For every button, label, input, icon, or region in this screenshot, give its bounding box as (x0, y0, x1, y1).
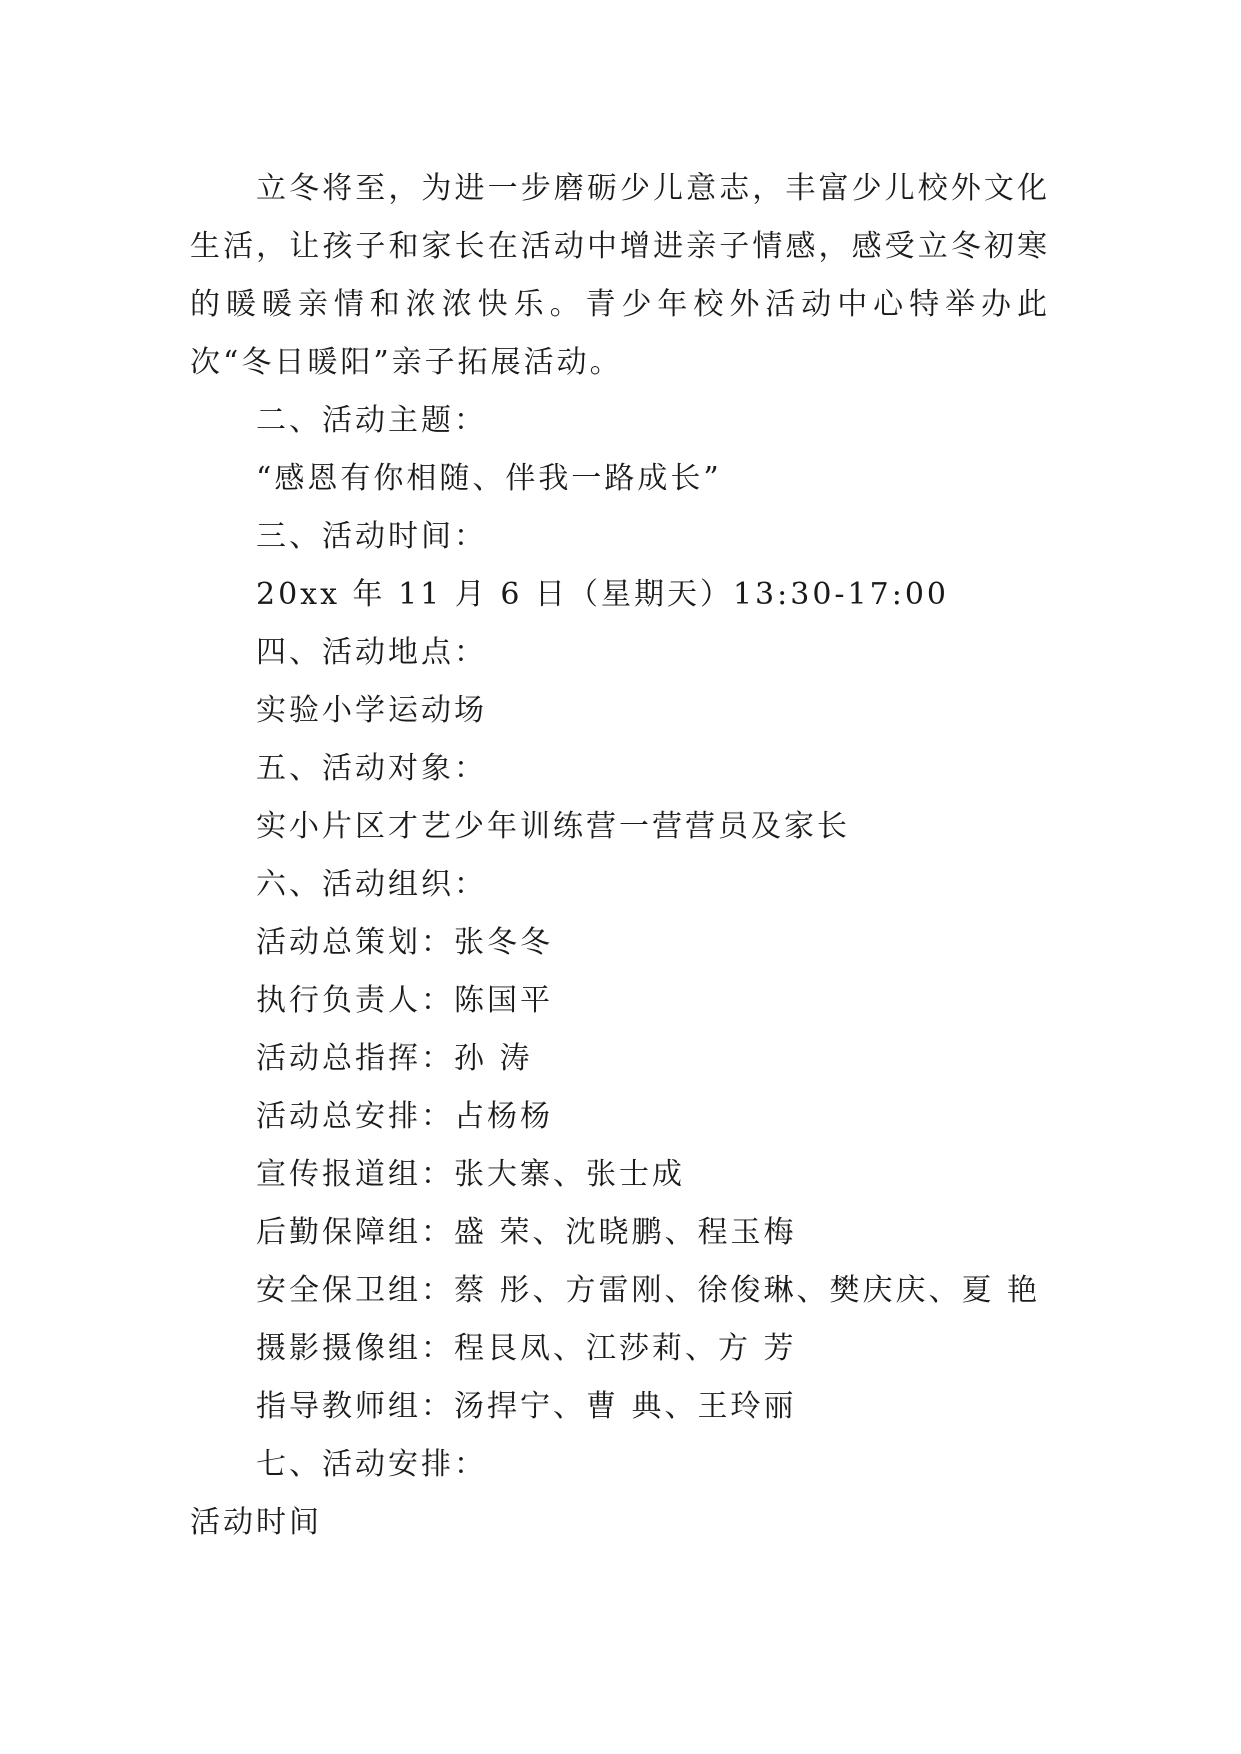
place-value: 实验小学运动场 (256, 693, 487, 728)
place-heading: 四、活动地点： (256, 635, 487, 670)
schedule-subheading: 活动时间 (190, 1505, 322, 1540)
org-line-teachers: 指导教师组：汤捍宁、曹 典、王玲丽 (256, 1389, 797, 1424)
time-heading: 三、活动时间： (256, 519, 487, 554)
target-value: 实小片区才艺少年训练营一营营员及家长 (256, 809, 850, 844)
schedule-heading: 七、活动安排： (256, 1447, 487, 1482)
theme-heading: 二、活动主题： (256, 403, 487, 438)
document-body (190, 160, 1050, 1552)
org-line-commander: 活动总指挥：孙 涛 (256, 1041, 533, 1076)
org-line-publicity: 宣传报道组：张大寨、张士成 (256, 1157, 685, 1192)
target-heading: 五、活动对象： (256, 751, 487, 786)
org-line-security: 安全保卫组：蔡 彤、方雷刚、徐俊琳、樊庆庆、夏 艳 (256, 1273, 1041, 1308)
org-line-planner: 活动总策划：张冬冬 (256, 925, 553, 960)
time-value: 20xx 年 11 月 6 日（星期天）13:30-17:00 (256, 577, 949, 612)
theme-value: “感恩有你相随、伴我一路成长” (256, 461, 722, 496)
org-heading: 六、活动组织： (256, 867, 487, 902)
intro-paragraph: 立冬将至，为进一步磨砺少儿意志，丰富少儿校外文化生活，让孩子和家长在活动中增进亲子情感，感受立冬初寒的暖暖亲情和浓浓快乐。青少年校外活动中心特举办此次“冬日暖阳”亲子拓展活动。 (190, 171, 1050, 380)
org-line-photography: 摄影摄像组：程艮凤、江莎莉、方 芳 (256, 1331, 797, 1366)
org-line-logistics: 后勤保障组：盛 荣、沈晓鹏、程玉梅 (256, 1215, 797, 1250)
org-line-arranger: 活动总安排：占杨杨 (256, 1099, 553, 1134)
org-line-executive: 执行负责人：陈国平 (256, 983, 553, 1018)
